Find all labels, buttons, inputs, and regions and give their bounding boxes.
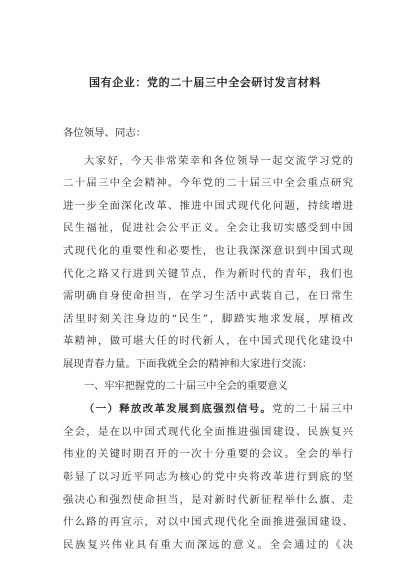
paragraph-line: 展现青春力量。下面我就全会的精神和大家进行交流： bbox=[63, 357, 313, 370]
subsection-label: （一）释放改革发展到底强烈信号。 bbox=[84, 403, 273, 416]
paragraph-line: 式现代化的重要性和必要性，也让我深深意识到中国式现 bbox=[63, 244, 353, 257]
paragraph-line: 大家好，今天非常荣幸和各位领导一起交流学习党的 bbox=[84, 154, 353, 167]
subsection-line: 彰显了以习近平同志为核心的党中央将改革进行到底的坚 bbox=[63, 470, 353, 483]
paragraph-line: 二十届三中全会精神。今年党的二十届三中全会重点研究 bbox=[63, 177, 353, 190]
paragraph-line: 需明确自身使命担当，在学习生活中武装自己，在日常生 bbox=[63, 290, 353, 303]
paragraph-line: 民生福祉，促进社会公平正义。全会让我切实感受到中国 bbox=[63, 222, 353, 235]
section-heading: 一、牢牢把握党的二十届三中全会的重要意义 bbox=[84, 380, 288, 392]
salutation: 各位领导、同志： bbox=[63, 127, 147, 139]
paragraph-line: 代化之路又行进到关键节点，作为新时代的青年，我们也 bbox=[63, 267, 353, 280]
subsection-line: 强决心和强烈使命担当，是对新时代新征程举什么旗、走 bbox=[63, 493, 353, 506]
paragraph-line: 进一步全面深化改革、推进中国式现代化问题，持续增进 bbox=[63, 199, 353, 212]
subsection-first-line bbox=[63, 398, 353, 421]
paragraph-line: 活里时刻关注身边的“民生”，脚踏实地求发展，厚植改 bbox=[63, 312, 353, 325]
subsection-line: 全会，是在以中国式现代化全面推进强国建设、民族复兴 bbox=[63, 425, 353, 438]
subsection-line: 伟业的关键时期召开的一次十分重要的会议。全会的举行 bbox=[63, 448, 353, 461]
document-title: 国有企业：党的二十届三中全会研讨发言材料 bbox=[89, 76, 321, 89]
subsection-line: 党的二十届三中 bbox=[272, 403, 353, 416]
document-body bbox=[63, 122, 353, 556]
subsection-line: 什么路的再宣示，对以中国式现代化全面推进强国建设、 bbox=[63, 516, 353, 529]
paragraph-line: 革精神，做可堪大任的时代新人，在中国式现代化建设中 bbox=[63, 335, 353, 348]
subsection-line: 民族复兴伟业具有重大而深远的意义。全会通过的《决 bbox=[63, 538, 353, 551]
